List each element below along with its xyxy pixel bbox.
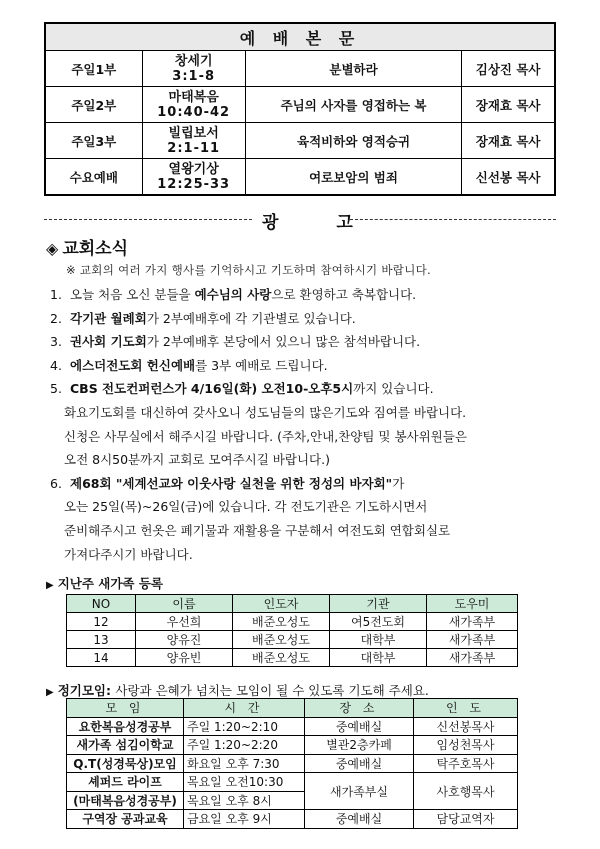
gathering-place: 중예배실 xyxy=(305,717,414,736)
item-text-bold: 예수님의 사랑 xyxy=(194,287,272,302)
gathering-leader: 임성천목사 xyxy=(414,736,518,755)
list-item xyxy=(50,377,570,401)
gathering-time: 금요일 오후 9시 xyxy=(184,810,305,829)
table-row xyxy=(67,773,518,792)
gathering-name-sub: (마태복음성경공부) xyxy=(67,791,184,810)
item-number: 6. xyxy=(50,475,62,491)
table-row xyxy=(67,810,518,829)
service-name: 수요예배 xyxy=(45,159,142,196)
item-text-post: 까지 있습니다. xyxy=(353,381,434,397)
scripture-ref: 3:1-8 xyxy=(172,68,216,84)
table-cell: 새가족부 xyxy=(427,613,518,631)
item-continuation: 화요기도회를 대신하여 갖사오니 성도님들의 많은기도와 짐여를 바랍니다. xyxy=(64,404,467,420)
column-header: 모 임 xyxy=(67,699,184,718)
scripture xyxy=(142,123,245,159)
sermon-title: 여로보암의 범죄 xyxy=(245,159,462,196)
divider-left xyxy=(44,219,252,220)
item-text-post: 를 3부 예배로 드립니다. xyxy=(195,357,328,373)
table-row xyxy=(67,631,518,649)
list-item xyxy=(50,283,570,307)
gathering-leader: 사호행목사 xyxy=(414,773,518,810)
item-text-bold: 권사회 기도회 xyxy=(70,334,147,350)
table-cell: 대학부 xyxy=(330,649,427,667)
pastor-name: 장재효 목사 xyxy=(462,123,555,159)
column-header: NO xyxy=(67,595,136,613)
table-cell: 배준오성도 xyxy=(233,631,330,649)
gathering-place: 새가족부실 xyxy=(305,773,414,810)
table-row xyxy=(67,736,518,755)
scripture-book: 빌립보서 xyxy=(168,125,219,141)
scripture-ref: 10:40-42 xyxy=(157,104,231,120)
sermon-title: 육적비하와 영적승귀 xyxy=(245,123,462,159)
triangle-icon: ▶ xyxy=(46,687,54,698)
service-name: 주일2부 xyxy=(45,87,142,123)
item-continuation: 준비해주시고 헌옷은 폐기물과 재활용을 구분해서 여전도회 연합회실로 xyxy=(64,522,451,538)
item-continuation: 오는 25일(목)~26일(금)에 있습니다. 각 전도기관은 기도하시면서 xyxy=(64,499,428,515)
gathering-leader: 탁주호목사 xyxy=(414,754,518,773)
table-cell: 우선희 xyxy=(136,613,233,631)
pastor-name: 신선봉 목사 xyxy=(462,159,555,196)
item-text-bold: 제68회 "세계선교와 이웃사랑 실천을 위한 정성의 바자회" xyxy=(70,475,393,491)
item-number: 5. xyxy=(50,381,62,397)
section-note: ※ 교회의 여러 가지 행사를 기억하시고 기도하며 참여하시기 바랍니다. xyxy=(66,263,431,277)
item-text-bold: CBS 전도컨퍼런스가 4/16일(화) 오전10-오후5시 xyxy=(70,381,354,397)
gathering-time: 주일 1:20~2:10 xyxy=(184,717,305,736)
table-row xyxy=(67,649,518,667)
gathering-place: 별관2층카페 xyxy=(305,736,414,755)
table-cell: 새가족부 xyxy=(427,649,518,667)
column-header: 인 도 xyxy=(414,699,518,718)
scripture xyxy=(142,87,245,123)
table-cell: 배준오성도 xyxy=(233,649,330,667)
item-text-post: 가 2부예배후에 각 기관별로 있습니다. xyxy=(146,310,356,326)
column-header: 이름 xyxy=(136,595,233,613)
gatherings-desc: 사랑과 은혜가 넘치는 모임이 될 수 있도록 기도해 주세요. xyxy=(115,683,429,698)
item-text-post: 가 2부예배후 본당에서 있으니 많은 참석바랍니다. xyxy=(146,334,421,350)
gathering-name: 새가족 섬김이학교 xyxy=(67,736,184,755)
worship-row xyxy=(45,51,555,87)
announcement-list xyxy=(50,283,570,566)
table-row xyxy=(67,717,518,736)
gathering-time: 목요일 오전10:30 xyxy=(184,773,305,792)
column-header: 도우미 xyxy=(427,595,518,613)
worship-row xyxy=(45,87,555,123)
service-name: 주일3부 xyxy=(45,123,142,159)
divider-right xyxy=(350,219,556,220)
new-family-heading xyxy=(46,574,163,592)
scripture xyxy=(142,51,245,87)
diamond-icon: ◈ xyxy=(46,239,59,258)
worship-row xyxy=(45,123,555,159)
gatherings-table xyxy=(66,698,518,829)
column-header: 시 간 xyxy=(184,699,305,718)
item-text-bold: 각기관 월례회 xyxy=(70,310,147,326)
worship-title: 예 배 본 문 xyxy=(45,23,555,51)
column-header: 기관 xyxy=(330,595,427,613)
gathering-time: 화요일 오후 7:30 xyxy=(184,754,305,773)
gathering-leader: 담당교역자 xyxy=(414,810,518,829)
item-text-post: 가 xyxy=(392,475,405,491)
table-header-row xyxy=(67,595,518,613)
gathering-place: 중예배실 xyxy=(305,754,414,773)
scripture-book: 창세기 xyxy=(174,53,213,69)
table-cell: 13 xyxy=(67,631,136,649)
list-item xyxy=(50,307,570,331)
sermon-title: 주님의 사자를 영접하는 복 xyxy=(245,87,462,123)
table-cell: 배준오성도 xyxy=(233,613,330,631)
new-family-label: 지난주 새가족 등록 xyxy=(57,576,164,591)
new-family-table xyxy=(66,594,518,667)
announcements-title: 광 고 xyxy=(262,213,379,233)
table-cell: 양유빈 xyxy=(136,649,233,667)
section-title xyxy=(46,234,128,259)
gathering-name: 구역장 공과교육 xyxy=(67,810,184,829)
gathering-name: 요한복음성경공부 xyxy=(67,717,184,736)
item-number: 2. xyxy=(50,310,62,326)
column-header: 인도자 xyxy=(233,595,330,613)
item-continuation: 신청은 사무실에서 해주시길 바랍니다. (주차,안내,찬양팀 및 봉사위원들은 xyxy=(64,428,467,444)
item-number: 4. xyxy=(50,357,62,373)
gathering-name: Q.T(성경묵상)모임 xyxy=(67,754,184,773)
item-number: 1. xyxy=(50,287,62,302)
triangle-icon: ▶ xyxy=(46,580,54,591)
gatherings-label: 정기모임: xyxy=(57,683,112,698)
table-cell: 대학부 xyxy=(330,631,427,649)
sermon-title: 분별하라 xyxy=(245,51,462,87)
scripture-book: 열왕기상 xyxy=(168,161,219,177)
table-header-row xyxy=(67,699,518,718)
item-text-pre: 오늘 처음 오신 분들을 xyxy=(70,287,195,302)
list-item xyxy=(50,354,570,378)
item-number: 3. xyxy=(50,334,62,350)
item-text-post: 으로 환영하고 축복합니다. xyxy=(271,287,417,302)
table-cell: 여5전도회 xyxy=(330,613,427,631)
item-text-bold: 에스더전도회 헌신예배 xyxy=(70,357,196,373)
table-row xyxy=(67,754,518,773)
worship-row xyxy=(45,159,555,196)
gathering-time: 주일 1:20~2:20 xyxy=(184,736,305,755)
table-cell: 12 xyxy=(67,613,136,631)
worship-table xyxy=(44,22,556,196)
section-title-text: 교회소식 xyxy=(62,239,129,259)
table-row xyxy=(67,613,518,631)
service-name: 주일1부 xyxy=(45,51,142,87)
column-header: 장 소 xyxy=(305,699,414,718)
gathering-leader: 신선봉목사 xyxy=(414,717,518,736)
table-cell: 14 xyxy=(67,649,136,667)
table-cell: 새가족부 xyxy=(427,631,518,649)
list-item xyxy=(50,472,570,496)
table-cell: 양유진 xyxy=(136,631,233,649)
pastor-name: 장재효 목사 xyxy=(462,87,555,123)
gathering-place: 중예배실 xyxy=(305,810,414,829)
gatherings-heading xyxy=(46,681,429,699)
gathering-time: 목요일 오후 8시 xyxy=(184,791,305,810)
list-item xyxy=(50,330,570,354)
pastor-name: 김상진 목사 xyxy=(462,51,555,87)
gathering-name: 셰퍼드 라이프 xyxy=(67,773,184,792)
scripture-ref: 2:1-11 xyxy=(167,140,221,156)
item-continuation: 오전 8시50분까지 교회로 모여주시길 바랍니다.) xyxy=(64,452,330,468)
item-continuation: 가져다주시기 바랍니다. xyxy=(64,546,193,562)
scripture xyxy=(142,159,245,196)
scripture-ref: 12:25-33 xyxy=(157,176,231,192)
scripture-book: 마태복음 xyxy=(168,89,219,105)
